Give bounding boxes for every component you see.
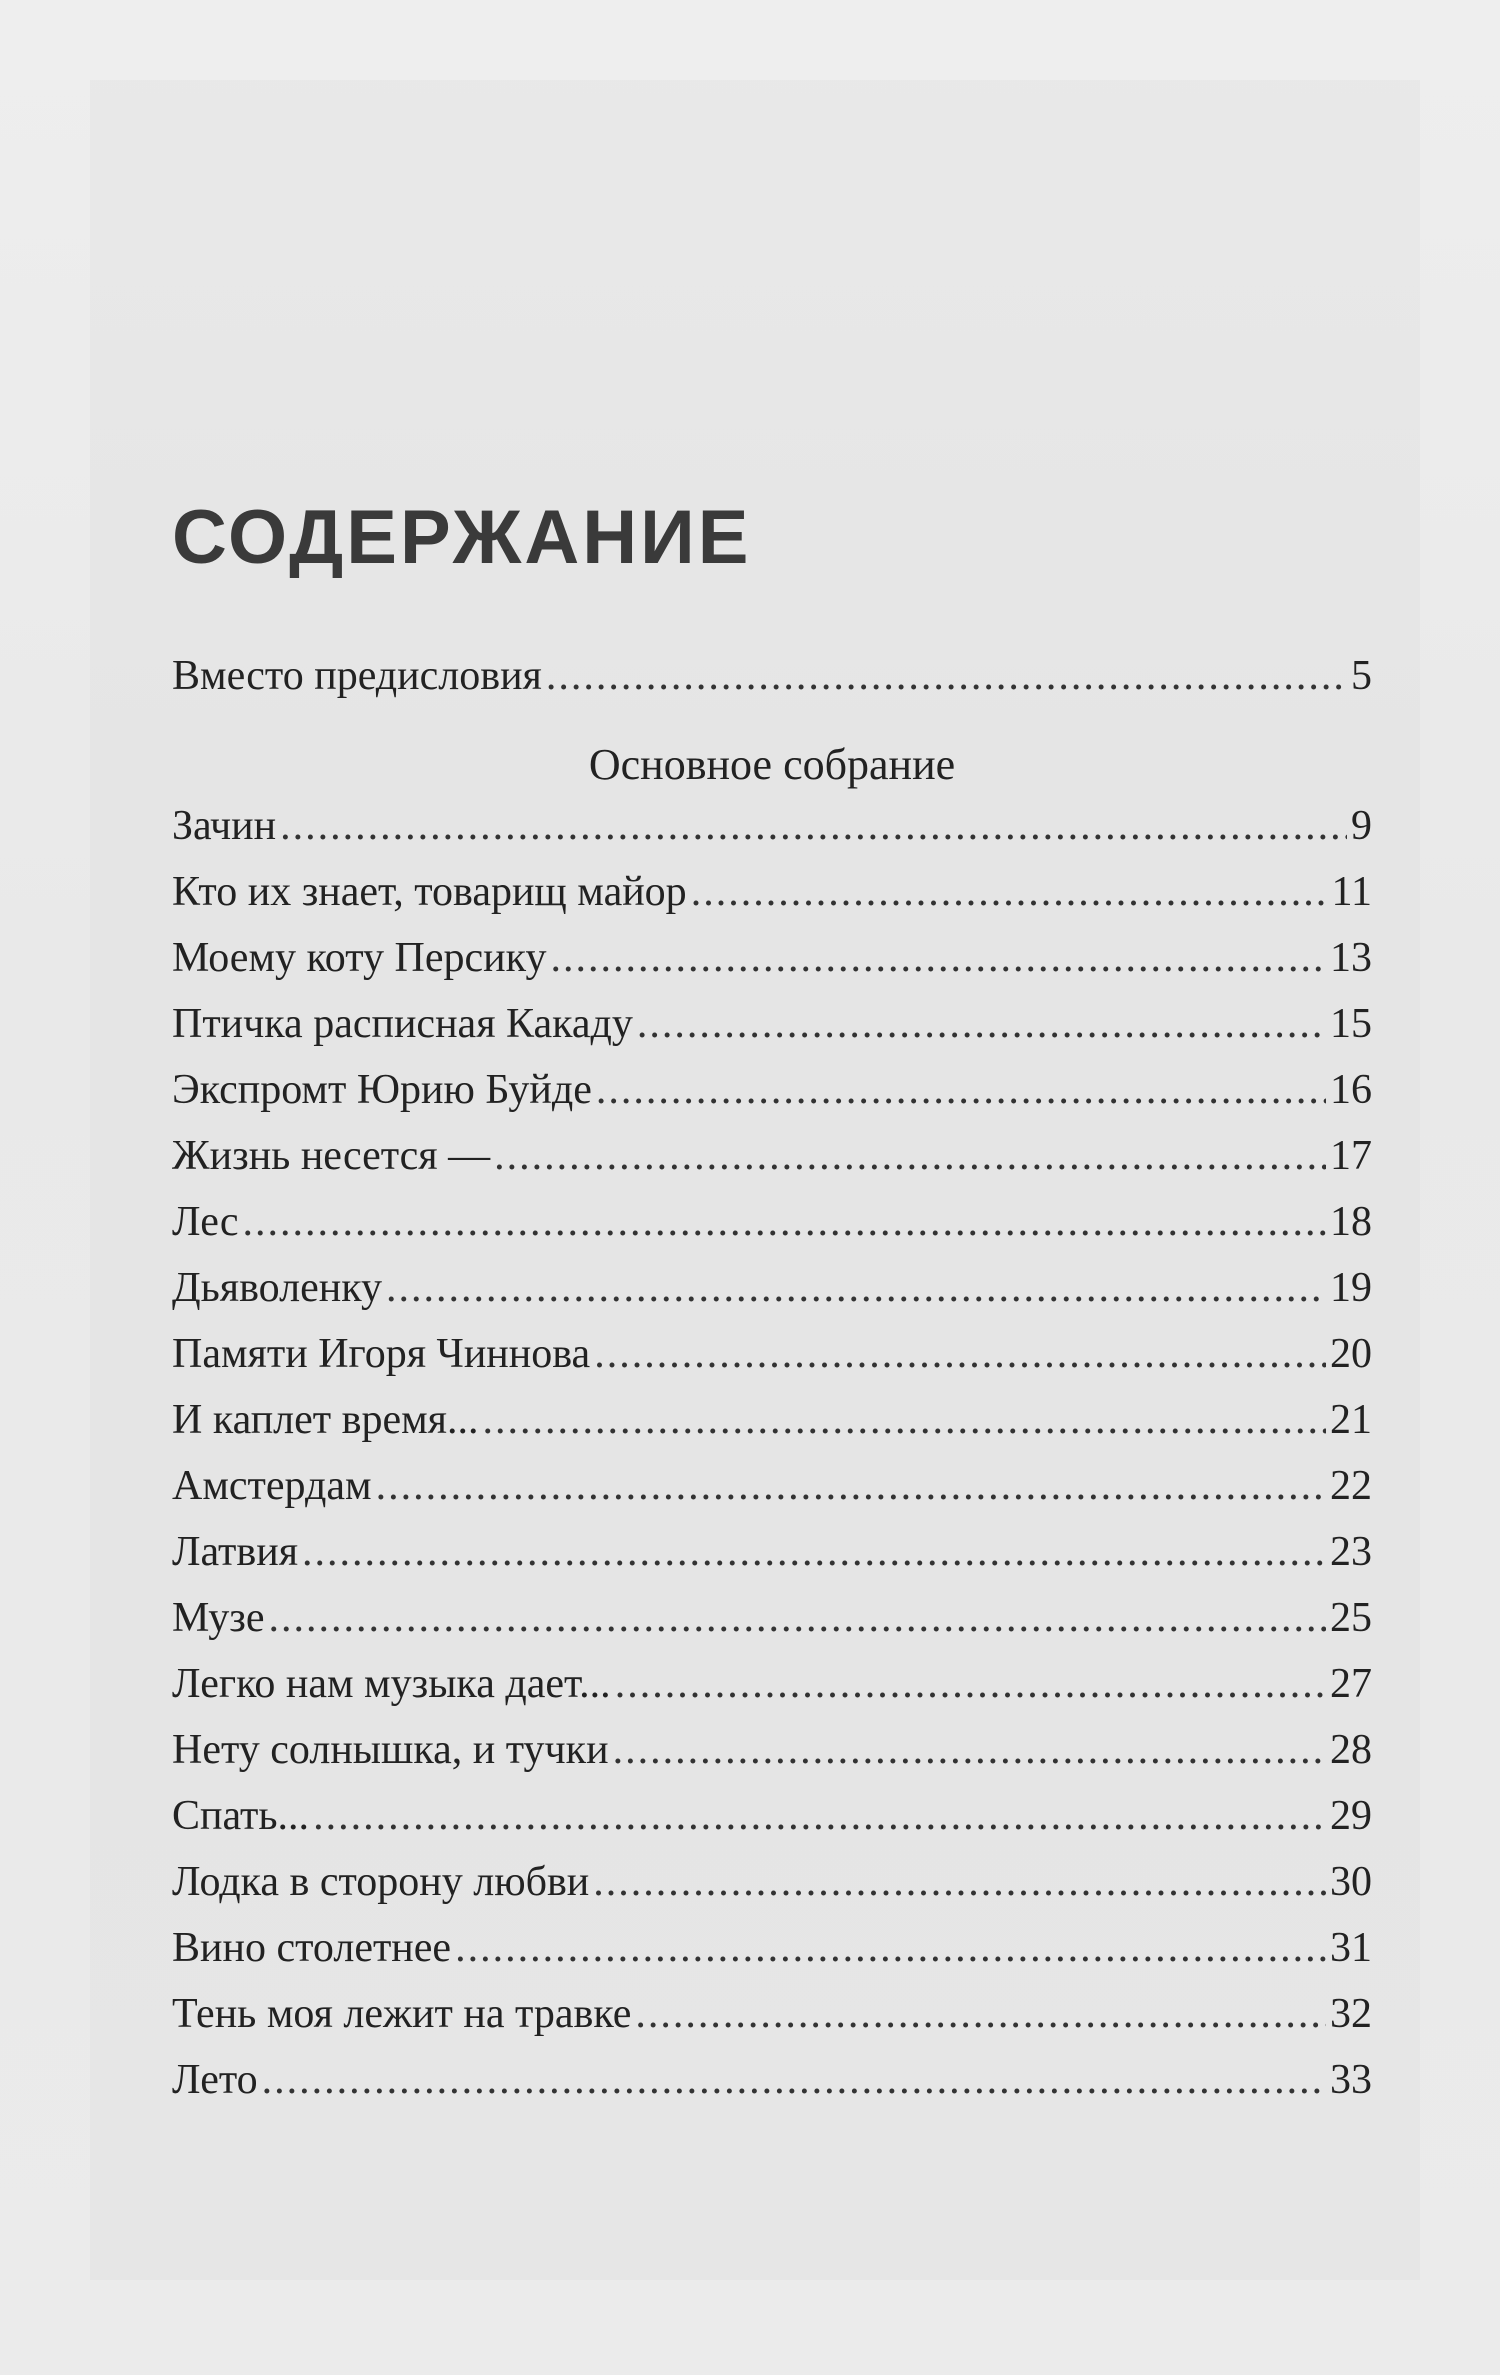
toc-entry-page: 27	[1330, 1661, 1372, 1707]
toc-entry-page: 29	[1330, 1793, 1372, 1839]
toc-entry-title: Нету солнышка, и тучки	[172, 1727, 609, 1773]
dot-leader	[302, 1531, 1326, 1573]
dot-leader	[550, 937, 1326, 979]
toc-entry-title: Амстердам	[172, 1463, 372, 1509]
toc-entry	[172, 1927, 1372, 1993]
toc-entry	[172, 1597, 1372, 1663]
toc-entry	[172, 937, 1372, 1003]
toc-entry-page: 11	[1331, 869, 1372, 915]
table-of-contents	[172, 655, 1372, 2125]
contents-heading: СОДЕРЖАНИЕ	[172, 495, 752, 580]
toc-entry-title: Жизнь несется —	[172, 1133, 491, 1179]
toc-entry-page: 20	[1330, 1331, 1372, 1377]
toc-entry-title: Вино столетнее	[172, 1925, 452, 1971]
toc-entry-title: Зачин	[172, 803, 277, 849]
dot-leader	[313, 1795, 1326, 1837]
toc-entry-title: Птичка расписная Какаду	[172, 1001, 633, 1047]
toc-entries	[172, 805, 1372, 2125]
dot-leader	[455, 1927, 1326, 1969]
toc-entry-page: 21	[1330, 1397, 1372, 1443]
toc-entry	[172, 1267, 1372, 1333]
dot-leader	[594, 1333, 1326, 1375]
toc-entry-title: Латвия	[172, 1529, 299, 1575]
toc-entry	[172, 1135, 1372, 1201]
toc-entry	[172, 1729, 1372, 1795]
toc-entry-title: Моему коту Персику	[172, 935, 547, 981]
toc-entry	[172, 1531, 1372, 1597]
toc-entry-page: 32	[1330, 1991, 1372, 2037]
toc-entry-page: 28	[1330, 1727, 1372, 1773]
toc-entry-page: 25	[1330, 1595, 1372, 1641]
toc-entry-page: 18	[1330, 1199, 1372, 1245]
toc-entry	[172, 1861, 1372, 1927]
toc-entry-page: 30	[1330, 1859, 1372, 1905]
dot-leader	[691, 871, 1328, 913]
toc-entry-title: Спать...	[172, 1793, 310, 1839]
toc-entry-title: Экспромт Юрию Буйде	[172, 1067, 592, 1113]
toc-entry-page: 31	[1330, 1925, 1372, 1971]
toc-entry-page: 9	[1351, 803, 1372, 849]
dot-leader	[596, 1069, 1326, 1111]
dot-leader	[546, 655, 1347, 697]
toc-entry	[172, 1333, 1372, 1399]
dot-leader	[637, 1003, 1326, 1045]
toc-entry-title: Дьяволенку	[172, 1265, 382, 1311]
toc-entry	[172, 1993, 1372, 2059]
dot-leader	[593, 1861, 1326, 1903]
dot-leader	[494, 1135, 1326, 1177]
dot-leader	[635, 1993, 1326, 2035]
toc-entry-title: Музе	[172, 1595, 265, 1641]
toc-entry	[172, 1399, 1372, 1465]
toc-entry-page: 13	[1330, 935, 1372, 981]
toc-entry	[172, 1465, 1372, 1531]
toc-entry	[172, 1795, 1372, 1861]
dot-leader	[386, 1267, 1326, 1309]
toc-entry-title: Легко нам музыка дает...	[172, 1661, 611, 1707]
toc-entry-title: Тень моя лежит на травке	[172, 1991, 632, 2037]
toc-entry-title: Лес	[172, 1199, 239, 1245]
toc-entry-title: Кто их знает, товарищ майор	[172, 869, 687, 915]
dot-leader	[613, 1729, 1326, 1771]
toc-entry	[172, 1663, 1372, 1729]
toc-entry-intro	[172, 655, 1372, 721]
dot-leader	[483, 1399, 1327, 1441]
toc-entry-page: 5	[1351, 653, 1372, 699]
toc-entry	[172, 871, 1372, 937]
dot-leader	[615, 1663, 1326, 1705]
toc-entry	[172, 1003, 1372, 1069]
toc-entry-page: 19	[1330, 1265, 1372, 1311]
dot-leader	[376, 1465, 1326, 1507]
dot-leader	[280, 805, 1347, 847]
toc-entry	[172, 1069, 1372, 1135]
toc-entry-page: 22	[1330, 1463, 1372, 1509]
dot-leader	[269, 1597, 1326, 1639]
toc-entry	[172, 805, 1372, 871]
toc-entry	[172, 2059, 1372, 2125]
dot-leader	[243, 1201, 1326, 1243]
toc-entry-title: Лодка в сторону любви	[172, 1859, 590, 1905]
toc-entry-page: 23	[1330, 1529, 1372, 1575]
toc-entry-title: Вместо предисловия	[172, 653, 542, 699]
toc-entry-page: 16	[1330, 1067, 1372, 1113]
toc-entry-page: 15	[1330, 1001, 1372, 1047]
dot-leader	[262, 2059, 1326, 2101]
toc-entry-title: Лето	[172, 2057, 258, 2103]
toc-entry-title: И каплет время...	[172, 1397, 479, 1443]
toc-entry-title: Памяти Игоря Чиннова	[172, 1331, 591, 1377]
toc-entry-page: 17	[1330, 1133, 1372, 1179]
toc-entry-page: 33	[1330, 2057, 1372, 2103]
toc-entry	[172, 1201, 1372, 1267]
section-title: Основное собрание	[588, 740, 956, 789]
